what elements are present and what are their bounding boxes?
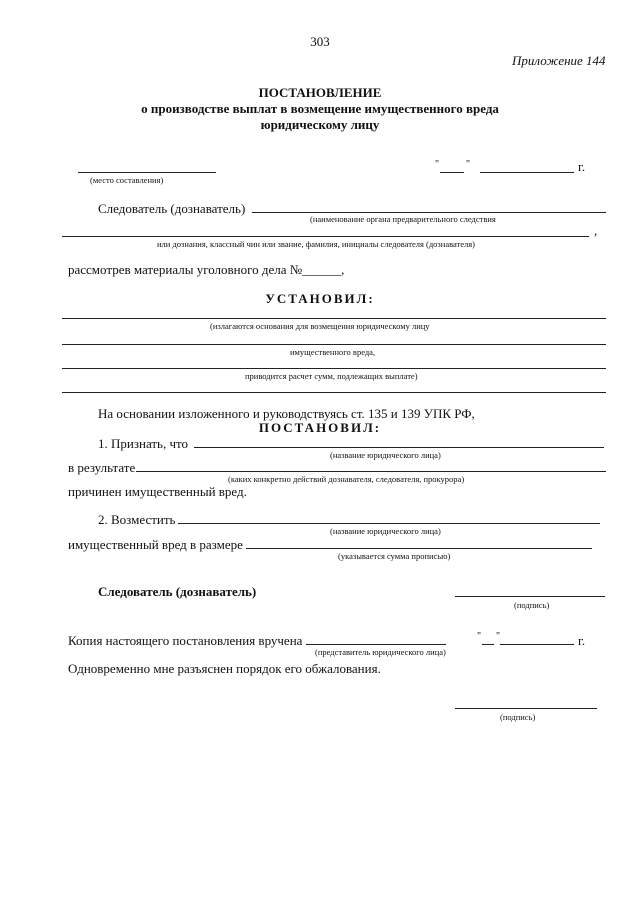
- copy-label: Копия настоящего постановления вручена: [68, 633, 303, 648]
- page-number: 303: [310, 34, 330, 49]
- established-caption-2: имущественного вреда,: [290, 347, 376, 357]
- result-caption: (каких конкретно действий дознавателя, следователя, прокурора): [228, 474, 465, 484]
- investigator-field-1[interactable]: [252, 212, 606, 213]
- established-heading: УСТАНОВИЛ:: [265, 291, 375, 306]
- place-field[interactable]: [78, 172, 216, 173]
- appendix-label: Приложение 144: [512, 53, 606, 68]
- comma: ,: [594, 223, 598, 238]
- item2-field[interactable]: [178, 523, 600, 524]
- established-field-3[interactable]: [62, 368, 606, 369]
- copy-date-day-field[interactable]: [482, 644, 494, 645]
- result-label: в результате: [68, 460, 136, 475]
- signature-caption-2: (подпись): [500, 712, 536, 722]
- established-field-4[interactable]: [62, 392, 606, 393]
- investigator-caption-2: или дознания, классный чин или звание, фамилия, инициалы следователя (дознавателя): [157, 239, 476, 249]
- established-caption-3: приводится расчет сумм, подлежащих выплате): [245, 371, 418, 381]
- item2-label: 2. Возместить: [98, 512, 176, 527]
- copy-recipient-field[interactable]: [306, 644, 446, 645]
- copy-date-month-field[interactable]: [500, 644, 574, 645]
- copy-caption: (представитель юридического лица): [315, 647, 446, 657]
- investigator-caption-1: (наименование органа предварительного следствия: [310, 214, 496, 224]
- item1-caption: (название юридического лица): [330, 450, 441, 460]
- amount-label: имущественный вред в размере: [68, 537, 243, 552]
- result-field[interactable]: [136, 471, 606, 472]
- established-field-1[interactable]: [62, 318, 606, 319]
- item1-label: 1. Признать, что: [98, 436, 189, 451]
- signature-caption: (подпись): [514, 600, 550, 610]
- established-caption-1: (излагаются основания для возмещения юридическому лицу: [210, 321, 430, 331]
- document-title: ПОСТАНОВЛЕНИЕ: [258, 85, 382, 100]
- signature-field[interactable]: [455, 596, 605, 597]
- amount-field[interactable]: [246, 548, 592, 549]
- document-subtitle-1: о производстве выплат в возмещение имущественного вреда: [141, 101, 499, 116]
- case-materials-text: рассмотрев материалы уголовного дела №______,: [68, 262, 345, 277]
- damage-text: причинен имущественный вред.: [68, 484, 247, 499]
- year-suffix: г.: [578, 159, 586, 174]
- copy-year-suffix: г.: [578, 633, 586, 648]
- date-quote-open: ": [435, 159, 440, 170]
- resolved-heading: ПОСТАНОВИЛ:: [258, 420, 382, 435]
- date-quote-close: ": [466, 159, 471, 170]
- signer-label: Следователь (дознаватель): [98, 584, 257, 599]
- copy-date-quote-close: ": [496, 631, 501, 642]
- established-field-2[interactable]: [62, 344, 606, 345]
- signature-field-2[interactable]: [455, 708, 597, 709]
- document-subtitle-2: юридическому лицу: [260, 117, 380, 132]
- investigator-field-2[interactable]: [62, 236, 589, 237]
- copy-date-quote-open: ": [477, 631, 482, 642]
- basis-text: На основании изложенного и руководствуясь ст. 135 и 139 УПК РФ,: [98, 406, 475, 421]
- amount-caption: (указывается сумма прописью): [338, 551, 451, 561]
- explained-text: Одновременно мне разъяснен порядок его обжалования.: [68, 661, 381, 676]
- item2-caption: (название юридического лица): [330, 526, 441, 536]
- item1-field[interactable]: [194, 447, 604, 448]
- place-caption: (место составления): [90, 175, 164, 185]
- date-day-field[interactable]: [440, 172, 464, 173]
- investigator-label: Следователь (дознаватель): [98, 201, 246, 216]
- date-month-field[interactable]: [480, 172, 574, 173]
